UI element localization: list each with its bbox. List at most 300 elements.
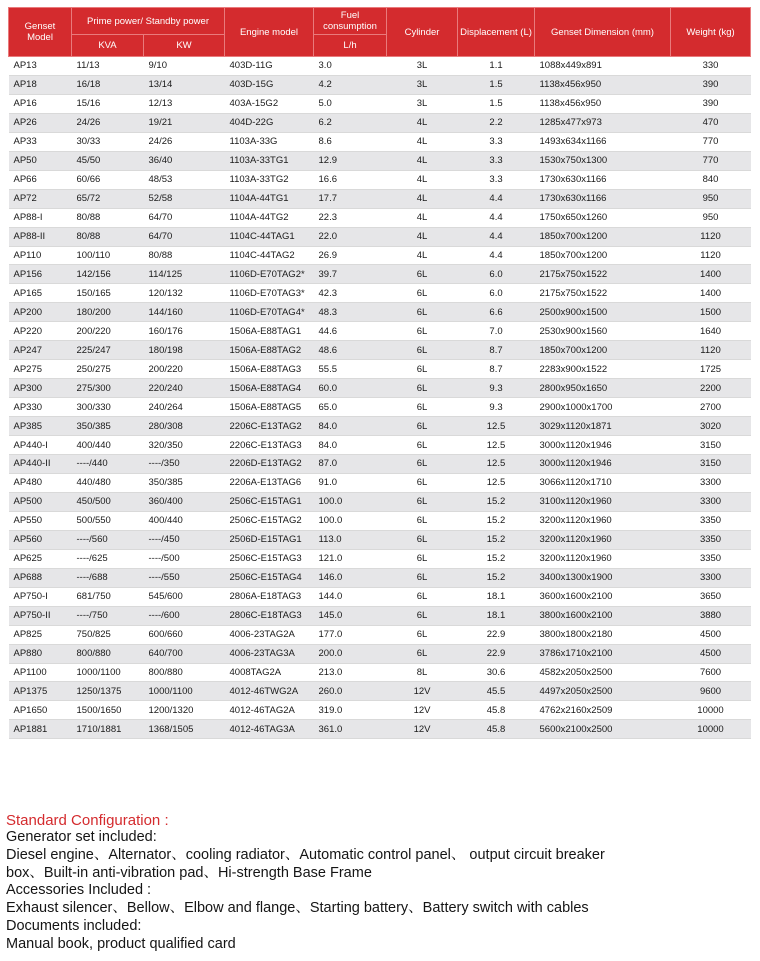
cell-fuel: 48.3 (314, 303, 387, 322)
cell-weight: 1120 (671, 227, 751, 246)
cell-kva: 100/110 (72, 246, 144, 265)
cell-displacement: 1.5 (458, 94, 535, 113)
cell-kva: 80/88 (72, 208, 144, 227)
cell-cylinder: 4L (387, 208, 458, 227)
cell-dimension: 3066x1120x1710 (535, 473, 671, 492)
cell-displacement: 45.5 (458, 682, 535, 701)
table-row (9, 189, 751, 208)
cell-kw: 1368/1505 (144, 720, 225, 739)
cell-dimension: 1138x456x950 (535, 75, 671, 94)
cell-kw: ----/550 (144, 568, 225, 587)
cell-cylinder: 6L (387, 455, 458, 474)
cell-fuel: 145.0 (314, 606, 387, 625)
cell-cylinder: 3L (387, 94, 458, 113)
cell-model: AP33 (9, 132, 72, 151)
cell-displacement: 6.6 (458, 303, 535, 322)
header-power: Prime power/ Standby power (72, 8, 225, 35)
cell-engine: 4006-23TAG3A (225, 644, 314, 663)
cell-weight: 3150 (671, 455, 751, 474)
cell-model: AP220 (9, 322, 72, 341)
cell-displacement: 2.2 (458, 113, 535, 132)
cell-cylinder: 6L (387, 492, 458, 511)
cell-fuel: 177.0 (314, 625, 387, 644)
cell-kva: 150/165 (72, 284, 144, 303)
cell-dimension: 1285x477x973 (535, 113, 671, 132)
cell-kva: 450/500 (72, 492, 144, 511)
cell-model: AP1881 (9, 720, 72, 739)
cell-model: AP440-II (9, 455, 72, 474)
cell-weight: 10000 (671, 720, 751, 739)
cell-weight: 470 (671, 113, 751, 132)
table-row (9, 606, 751, 625)
cell-kva: 750/825 (72, 625, 144, 644)
cell-fuel: 91.0 (314, 473, 387, 492)
cell-dimension: 1138x456x950 (535, 94, 671, 113)
cell-displacement: 4.4 (458, 246, 535, 265)
cell-fuel: 39.7 (314, 265, 387, 284)
cell-displacement: 9.3 (458, 398, 535, 417)
table-row (9, 436, 751, 455)
cell-cylinder: 6L (387, 530, 458, 549)
cell-kw: 800/880 (144, 663, 225, 682)
cell-weight: 7600 (671, 663, 751, 682)
cell-kw: ----/350 (144, 455, 225, 474)
cell-kw: 52/58 (144, 189, 225, 208)
table-row (9, 720, 751, 739)
header-model: Genset Model (9, 8, 72, 57)
cell-displacement: 12.5 (458, 455, 535, 474)
cell-fuel: 60.0 (314, 379, 387, 398)
cell-fuel: 44.6 (314, 322, 387, 341)
cell-kva: 15/16 (72, 94, 144, 113)
cell-weight: 4500 (671, 644, 751, 663)
cell-cylinder: 6L (387, 511, 458, 530)
cell-weight: 840 (671, 170, 751, 189)
cell-displacement: 15.2 (458, 492, 535, 511)
cell-fuel: 55.5 (314, 360, 387, 379)
table-row (9, 682, 751, 701)
cell-weight: 2700 (671, 398, 751, 417)
cell-kva: 500/550 (72, 511, 144, 530)
cell-kva: 80/88 (72, 227, 144, 246)
cell-cylinder: 6L (387, 568, 458, 587)
table-row (9, 492, 751, 511)
cell-fuel: 319.0 (314, 701, 387, 720)
cell-dimension: 1530x750x1300 (535, 151, 671, 170)
header-weight: Weight (kg) (671, 8, 751, 57)
cell-model: AP880 (9, 644, 72, 663)
spec-table-body (9, 57, 751, 739)
cell-dimension: 1850x700x1200 (535, 341, 671, 360)
table-row (9, 94, 751, 113)
cell-kva: 250/275 (72, 360, 144, 379)
cell-weight: 3300 (671, 473, 751, 492)
cell-cylinder: 3L (387, 57, 458, 76)
table-row (9, 151, 751, 170)
cell-weight: 3300 (671, 492, 751, 511)
cell-engine: 2506C-E15TAG2 (225, 511, 314, 530)
config-line: Accessories Included : (6, 882, 152, 899)
cell-engine: 1506A-E88TAG2 (225, 341, 314, 360)
cell-fuel: 84.0 (314, 417, 387, 436)
cell-model: AP560 (9, 530, 72, 549)
table-row (9, 549, 751, 568)
cell-cylinder: 12V (387, 701, 458, 720)
cell-displacement: 15.2 (458, 549, 535, 568)
cell-kva: 1500/1650 (72, 701, 144, 720)
cell-kw: 220/240 (144, 379, 225, 398)
cell-kw: 160/176 (144, 322, 225, 341)
cell-model: AP330 (9, 398, 72, 417)
cell-dimension: 1730x630x1166 (535, 170, 671, 189)
cell-model: AP1650 (9, 701, 72, 720)
cell-model: AP72 (9, 189, 72, 208)
config-line: Documents included: (6, 917, 142, 934)
cell-model: AP165 (9, 284, 72, 303)
cell-weight: 9600 (671, 682, 751, 701)
cell-kva: 200/220 (72, 322, 144, 341)
table-row (9, 75, 751, 94)
cell-dimension: 1850x700x1200 (535, 227, 671, 246)
cell-cylinder: 6L (387, 303, 458, 322)
cell-model: AP1375 (9, 682, 72, 701)
cell-cylinder: 6L (387, 284, 458, 303)
cell-fuel: 16.6 (314, 170, 387, 189)
cell-fuel: 12.9 (314, 151, 387, 170)
cell-model: AP200 (9, 303, 72, 322)
cell-dimension: 2530x900x1560 (535, 322, 671, 341)
cell-kw: 13/14 (144, 75, 225, 94)
cell-engine: 4012-46TAG3A (225, 720, 314, 739)
cell-dimension: 4762x2160x2509 (535, 701, 671, 720)
cell-cylinder: 12V (387, 682, 458, 701)
cell-dimension: 3800x1600x2100 (535, 606, 671, 625)
cell-kva: 681/750 (72, 587, 144, 606)
cell-dimension: 2500x900x1500 (535, 303, 671, 322)
cell-fuel: 87.0 (314, 455, 387, 474)
cell-engine: 2506C-E15TAG3 (225, 549, 314, 568)
table-row (9, 455, 751, 474)
table-row (9, 208, 751, 227)
cell-weight: 950 (671, 189, 751, 208)
config-line: Diesel engine、Alternator、cooling radiator、Automatic control panel、 output circuit breaker (6, 846, 605, 863)
table-row (9, 644, 751, 663)
cell-weight: 390 (671, 75, 751, 94)
cell-model: AP110 (9, 246, 72, 265)
cell-kw: 64/70 (144, 208, 225, 227)
cell-displacement: 12.5 (458, 417, 535, 436)
cell-kva: 800/880 (72, 644, 144, 663)
cell-kva: 440/480 (72, 473, 144, 492)
cell-kva: 45/50 (72, 151, 144, 170)
cell-model: AP156 (9, 265, 72, 284)
cell-displacement: 45.8 (458, 720, 535, 739)
cell-weight: 770 (671, 132, 751, 151)
cell-cylinder: 4L (387, 227, 458, 246)
header-kva: KVA (72, 35, 144, 57)
cell-fuel: 361.0 (314, 720, 387, 739)
cell-kw: 1000/1100 (144, 682, 225, 701)
table-row (9, 417, 751, 436)
cell-weight: 390 (671, 94, 751, 113)
cell-engine: 2206D-E13TAG2 (225, 455, 314, 474)
cell-kw: 19/21 (144, 113, 225, 132)
cell-model: AP88-II (9, 227, 72, 246)
cell-cylinder: 4L (387, 132, 458, 151)
cell-fuel: 42.3 (314, 284, 387, 303)
cell-displacement: 1.5 (458, 75, 535, 94)
cell-kw: 240/264 (144, 398, 225, 417)
cell-kw: 200/220 (144, 360, 225, 379)
cell-cylinder: 6L (387, 473, 458, 492)
cell-fuel: 17.7 (314, 189, 387, 208)
cell-dimension: 2800x950x1650 (535, 379, 671, 398)
cell-displacement: 15.2 (458, 530, 535, 549)
cell-engine: 403D-11G (225, 57, 314, 76)
cell-displacement: 3.3 (458, 151, 535, 170)
cell-kw: 280/308 (144, 417, 225, 436)
cell-displacement: 8.7 (458, 360, 535, 379)
cell-cylinder: 6L (387, 436, 458, 455)
cell-engine: 2506C-E15TAG1 (225, 492, 314, 511)
cell-fuel: 100.0 (314, 511, 387, 530)
cell-weight: 2200 (671, 379, 751, 398)
header-fuel: Fuel consumption (314, 8, 387, 35)
cell-weight: 3020 (671, 417, 751, 436)
cell-model: AP1100 (9, 663, 72, 682)
cell-dimension: 1850x700x1200 (535, 246, 671, 265)
cell-fuel: 22.3 (314, 208, 387, 227)
cell-engine: 403A-15G2 (225, 94, 314, 113)
cell-weight: 3350 (671, 530, 751, 549)
cell-fuel: 200.0 (314, 644, 387, 663)
cell-weight: 1500 (671, 303, 751, 322)
cell-engine: 1106D-E70TAG2* (225, 265, 314, 284)
cell-weight: 1640 (671, 322, 751, 341)
cell-fuel: 4.2 (314, 75, 387, 94)
table-row (9, 625, 751, 644)
cell-kw: 9/10 (144, 57, 225, 76)
cell-model: AP688 (9, 568, 72, 587)
cell-kva: ----/440 (72, 455, 144, 474)
cell-engine: 1106D-E70TAG3* (225, 284, 314, 303)
cell-model: AP625 (9, 549, 72, 568)
cell-kva: 300/330 (72, 398, 144, 417)
cell-fuel: 100.0 (314, 492, 387, 511)
cell-kva: 24/26 (72, 113, 144, 132)
cell-cylinder: 4L (387, 189, 458, 208)
cell-cylinder: 6L (387, 360, 458, 379)
cell-fuel: 84.0 (314, 436, 387, 455)
cell-kva: ----/688 (72, 568, 144, 587)
config-line: Generator set included: (6, 829, 157, 845)
cell-cylinder: 6L (387, 549, 458, 568)
cell-cylinder: 8L (387, 663, 458, 682)
table-row (9, 511, 751, 530)
cell-kw: 36/40 (144, 151, 225, 170)
cell-kva: 400/440 (72, 436, 144, 455)
table-row (9, 701, 751, 720)
cell-weight: 1400 (671, 265, 751, 284)
cell-displacement: 6.0 (458, 265, 535, 284)
cell-engine: 404D-22G (225, 113, 314, 132)
cell-fuel: 48.6 (314, 341, 387, 360)
cell-fuel: 22.0 (314, 227, 387, 246)
cell-model: AP275 (9, 360, 72, 379)
cell-weight: 770 (671, 151, 751, 170)
table-row (9, 303, 751, 322)
table-row (9, 341, 751, 360)
cell-cylinder: 6L (387, 398, 458, 417)
header-dimension: Genset Dimension (mm) (535, 8, 671, 57)
cell-displacement: 15.2 (458, 568, 535, 587)
cell-fuel: 3.0 (314, 57, 387, 76)
cell-dimension: 3000x1120x1946 (535, 455, 671, 474)
cell-kw: 80/88 (144, 246, 225, 265)
cell-cylinder: 6L (387, 625, 458, 644)
cell-displacement: 12.5 (458, 473, 535, 492)
table-row (9, 284, 751, 303)
cell-model: AP550 (9, 511, 72, 530)
cell-cylinder: 4L (387, 151, 458, 170)
cell-fuel: 113.0 (314, 530, 387, 549)
cell-weight: 1120 (671, 246, 751, 265)
cell-engine: 1506A-E88TAG1 (225, 322, 314, 341)
config-line: Exhaust silencer、Bellow、Elbow and flange、Starting battery、Battery switch with cables (6, 900, 589, 917)
cell-displacement: 18.1 (458, 606, 535, 625)
spec-table (8, 7, 751, 739)
config-line: Manual book, product qualified card (6, 935, 236, 952)
cell-kva: 30/33 (72, 132, 144, 151)
cell-engine: 2806C-E18TAG3 (225, 606, 314, 625)
cell-kva: ----/625 (72, 549, 144, 568)
cell-engine: 4008TAG2A (225, 663, 314, 682)
table-row (9, 398, 751, 417)
cell-kva: 1250/1375 (72, 682, 144, 701)
cell-weight: 10000 (671, 701, 751, 720)
cell-dimension: 3200x1120x1960 (535, 549, 671, 568)
cell-kw: 350/385 (144, 473, 225, 492)
table-row (9, 473, 751, 492)
cell-engine: 2206C-E13TAG2 (225, 417, 314, 436)
cell-displacement: 15.2 (458, 511, 535, 530)
cell-model: AP26 (9, 113, 72, 132)
cell-kw: 400/440 (144, 511, 225, 530)
cell-cylinder: 6L (387, 265, 458, 284)
cell-model: AP385 (9, 417, 72, 436)
cell-kw: 120/132 (144, 284, 225, 303)
cell-dimension: 1493x634x1166 (535, 132, 671, 151)
cell-kw: 180/198 (144, 341, 225, 360)
cell-kw: 320/350 (144, 436, 225, 455)
cell-weight: 3300 (671, 568, 751, 587)
cell-kva: ----/560 (72, 530, 144, 549)
cell-model: AP750-I (9, 587, 72, 606)
header-kw: KW (144, 35, 225, 57)
cell-engine: 4012-46TWG2A (225, 682, 314, 701)
cell-model: AP66 (9, 170, 72, 189)
cell-weight: 1725 (671, 360, 751, 379)
cell-dimension: 3200x1120x1960 (535, 511, 671, 530)
cell-engine: 1506A-E88TAG4 (225, 379, 314, 398)
cell-displacement: 22.9 (458, 625, 535, 644)
cell-engine: 2506D-E15TAG1 (225, 530, 314, 549)
cell-model: AP247 (9, 341, 72, 360)
cell-kva: 60/66 (72, 170, 144, 189)
config-lines (6, 829, 754, 954)
cell-kva: 350/385 (72, 417, 144, 436)
cell-kw: 64/70 (144, 227, 225, 246)
cell-cylinder: 6L (387, 417, 458, 436)
cell-kva: 142/156 (72, 265, 144, 284)
cell-kw: 114/125 (144, 265, 225, 284)
table-row (9, 568, 751, 587)
cell-model: AP300 (9, 379, 72, 398)
cell-dimension: 4497x2050x2500 (535, 682, 671, 701)
cell-kva: 275/300 (72, 379, 144, 398)
cell-fuel: 5.0 (314, 94, 387, 113)
cell-fuel: 8.6 (314, 132, 387, 151)
cell-dimension: 2283x900x1522 (535, 360, 671, 379)
table-row (9, 227, 751, 246)
header-displacement: Displacement (L) (458, 8, 535, 57)
cell-cylinder: 3L (387, 75, 458, 94)
cell-kw: 600/660 (144, 625, 225, 644)
cell-engine: 1106D-E70TAG4* (225, 303, 314, 322)
cell-displacement: 3.3 (458, 132, 535, 151)
cell-engine: 1103A-33TG2 (225, 170, 314, 189)
cell-cylinder: 6L (387, 644, 458, 663)
cell-kw: ----/500 (144, 549, 225, 568)
cell-weight: 1400 (671, 284, 751, 303)
cell-displacement: 4.4 (458, 189, 535, 208)
cell-engine: 2806A-E18TAG3 (225, 587, 314, 606)
table-row (9, 379, 751, 398)
cell-displacement: 30.6 (458, 663, 535, 682)
cell-model: AP13 (9, 57, 72, 76)
cell-fuel: 6.2 (314, 113, 387, 132)
cell-engine: 1104C-44TAG1 (225, 227, 314, 246)
table-row (9, 265, 751, 284)
cell-kw: 360/400 (144, 492, 225, 511)
cell-displacement: 22.9 (458, 644, 535, 663)
cell-dimension: 3100x1120x1960 (535, 492, 671, 511)
cell-kva: 16/18 (72, 75, 144, 94)
cell-displacement: 12.5 (458, 436, 535, 455)
cell-dimension: 3000x1120x1946 (535, 436, 671, 455)
cell-engine: 1506A-E88TAG3 (225, 360, 314, 379)
table-row (9, 246, 751, 265)
table-row (9, 663, 751, 682)
cell-engine: 2506C-E15TAG4 (225, 568, 314, 587)
cell-displacement: 4.4 (458, 227, 535, 246)
cell-kva: 11/13 (72, 57, 144, 76)
cell-dimension: 2900x1000x1700 (535, 398, 671, 417)
cell-model: AP440-I (9, 436, 72, 455)
cell-displacement: 6.0 (458, 284, 535, 303)
cell-dimension: 5600x2100x2500 (535, 720, 671, 739)
cell-dimension: 3029x1120x1871 (535, 417, 671, 436)
cell-dimension: 3800x1800x2180 (535, 625, 671, 644)
table-row (9, 170, 751, 189)
cell-kw: 144/160 (144, 303, 225, 322)
cell-weight: 3650 (671, 587, 751, 606)
cell-weight: 950 (671, 208, 751, 227)
cell-model: AP88-I (9, 208, 72, 227)
cell-displacement: 7.0 (458, 322, 535, 341)
cell-engine: 1506A-E88TAG5 (225, 398, 314, 417)
cell-fuel: 26.9 (314, 246, 387, 265)
